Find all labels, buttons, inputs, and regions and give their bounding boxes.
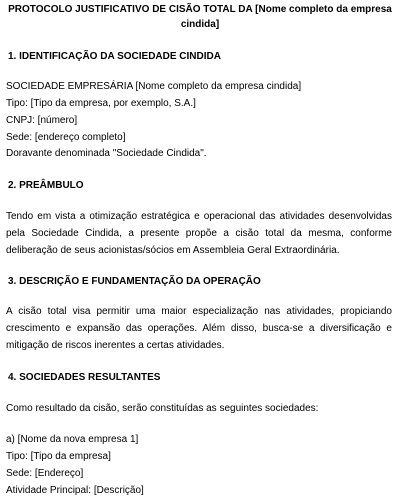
description-paragraph: A cisão total visa permitir uma maior especialização nas atividades, propiciando crescimento e expansão das operações. Além disso, busca-se a diversificação e mitigação de riscos inerentes a certas atividades.	[6, 306, 392, 351]
preamble-paragraph: Tendo em vista a otimização estratégica e operacional das atividades desenvolvidas pela Sociedade Cindida, a presente propõe a cisão total da mesma, conforme deliberação de seus acionistas/sócios em Assembleia Geral Extraordinária.	[6, 211, 392, 256]
section-heading-preambulo: 2. PREÂMBULO	[8, 180, 84, 191]
company-type-line: Tipo: [Tipo da empresa, por exemplo, S.A.]	[6, 98, 196, 109]
document-title: PROTOCOLO JUSTIFICATIVO DE CISÃO TOTAL DA [Nome completo da empresa cindida]	[8, 4, 392, 30]
new-company-activity-line: Atividade Principal: [Descrição]	[6, 485, 144, 496]
new-company-type-line: Tipo: [Tipo da empresa]	[6, 451, 111, 462]
company-name-line: SOCIEDADE EMPRESÁRIA [Nome completo da empresa cindida]	[6, 81, 302, 92]
new-company-name-line: a) [Nome da nova empresa 1]	[6, 434, 139, 445]
cnpj-line: CNPJ: [número]	[6, 115, 78, 126]
new-company-headquarters-line: Sede: [Endereço]	[6, 468, 84, 479]
section-heading-identificacao: 1. IDENTIFICAÇÃO DA SOCIEDADE CINDIDA	[8, 51, 221, 62]
section-heading-descricao: 3. DESCRIÇÃO E FUNDAMENTAÇÃO DA OPERAÇÃO	[8, 276, 261, 287]
section-heading-sociedades: 4. SOCIEDADES RESULTANTES	[8, 372, 161, 383]
resulting-companies-intro: Como resultado da cisão, serão constituídas as seguintes sociedades:	[6, 403, 319, 414]
designation-line: Doravante denominada "Sociedade Cindida".	[6, 148, 207, 159]
headquarters-line: Sede: [endereço completo]	[6, 132, 126, 143]
